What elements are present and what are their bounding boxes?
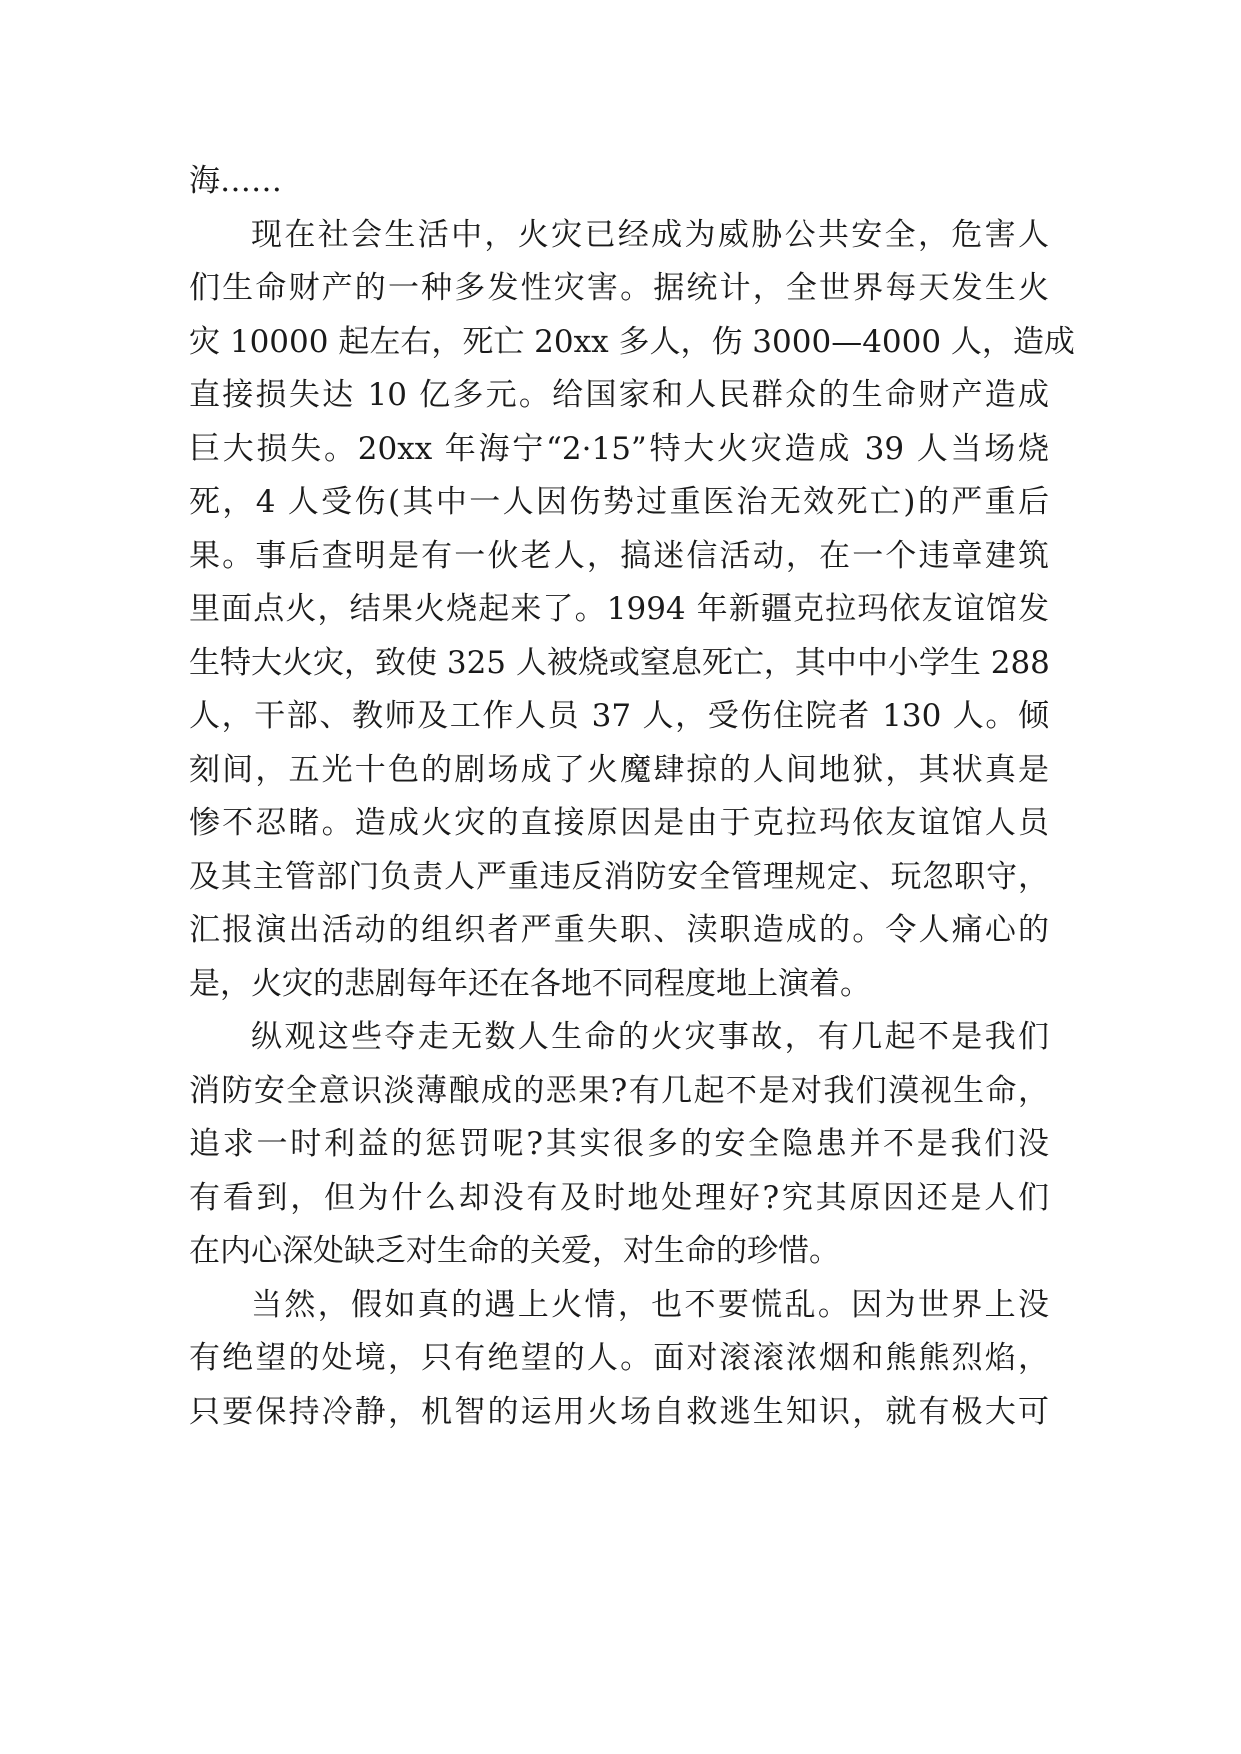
text-line: 追求一时利益的惩罚呢?其实很多的安全隐患并不是我们没 bbox=[189, 1126, 1049, 1162]
text-line: 有绝望的处境，只有绝望的人。面对滚滚浓烟和熊熊烈焰， bbox=[189, 1340, 1049, 1376]
text-line: 直接损失达 10 亿多元。给国家和人民群众的生命财产造成 bbox=[189, 377, 1049, 413]
text-line: 们生命财产的一种多发性灾害。据统计，全世界每天发生火 bbox=[189, 270, 1049, 306]
text-line: 汇报演出活动的组织者严重失职、渎职造成的。令人痛心的 bbox=[189, 912, 1049, 948]
text-line: 有看到，但为什么却没有及时地处理好?究其原因还是人们 bbox=[189, 1179, 1049, 1216]
text-line: 及其主管部门负责人严重违反消防安全管理规定、玩忽职守， bbox=[189, 858, 1049, 895]
document-body bbox=[189, 155, 1075, 1439]
text-line: 死，4 人受伤(其中一人因伤势过重医治无效死亡)的严重后 bbox=[189, 484, 1049, 520]
text-line: 惨不忍睹。造成火灾的直接原因是由于克拉玛依友谊馆人员 bbox=[189, 805, 1049, 841]
paragraph-last-line: 在内心深处缺乏对生命的关爱，对生命的珍惜。 bbox=[189, 1233, 840, 1269]
text-line: 灾 10000 起左右，死亡 20xx 多人，伤 3000—4000 人，造成 bbox=[189, 323, 1075, 360]
paragraph-last-line: 是，火灾的悲剧每年还在各地不同程度地上演着。 bbox=[189, 965, 871, 1002]
paragraph-first-line: 当然，假如真的遇上火情，也不要慌乱。因为世界上没 bbox=[251, 1286, 1049, 1323]
text-line: 巨大损失。20xx 年海宁“2·15”特大火灾造成 39 人当场烧 bbox=[189, 430, 1049, 467]
text-line: 果。事后查明是有一伙老人，搞迷信活动，在一个违章建筑 bbox=[189, 537, 1049, 574]
text-line: 生特大火灾，致使 325 人被烧或窒息死亡，其中中小学生 288 bbox=[189, 644, 1050, 681]
paragraph-first-line: 现在社会生活中，火灾已经成为威胁公共安全，危害人 bbox=[251, 216, 1049, 253]
text-line: 海…… bbox=[189, 163, 282, 199]
text-line: 刻间，五光十色的剧场成了火魔肆掠的人间地狱，其状真是 bbox=[189, 751, 1049, 788]
text-line: 消防安全意识淡薄酿成的恶果?有几起不是对我们漠视生命， bbox=[189, 1072, 1049, 1109]
text-line: 只要保持冷静，机智的运用火场自救逃生知识，就有极大可 bbox=[189, 1393, 1049, 1430]
text-line: 人，干部、教师及工作人员 37 人，受伤住院者 130 人。倾 bbox=[189, 698, 1049, 734]
paragraph-first-line: 纵观这些夺走无数人生命的火灾事故，有几起不是我们 bbox=[251, 1019, 1049, 1055]
text-line: 里面点火，结果火烧起来了。1994 年新疆克拉玛依友谊馆发 bbox=[189, 591, 1049, 627]
